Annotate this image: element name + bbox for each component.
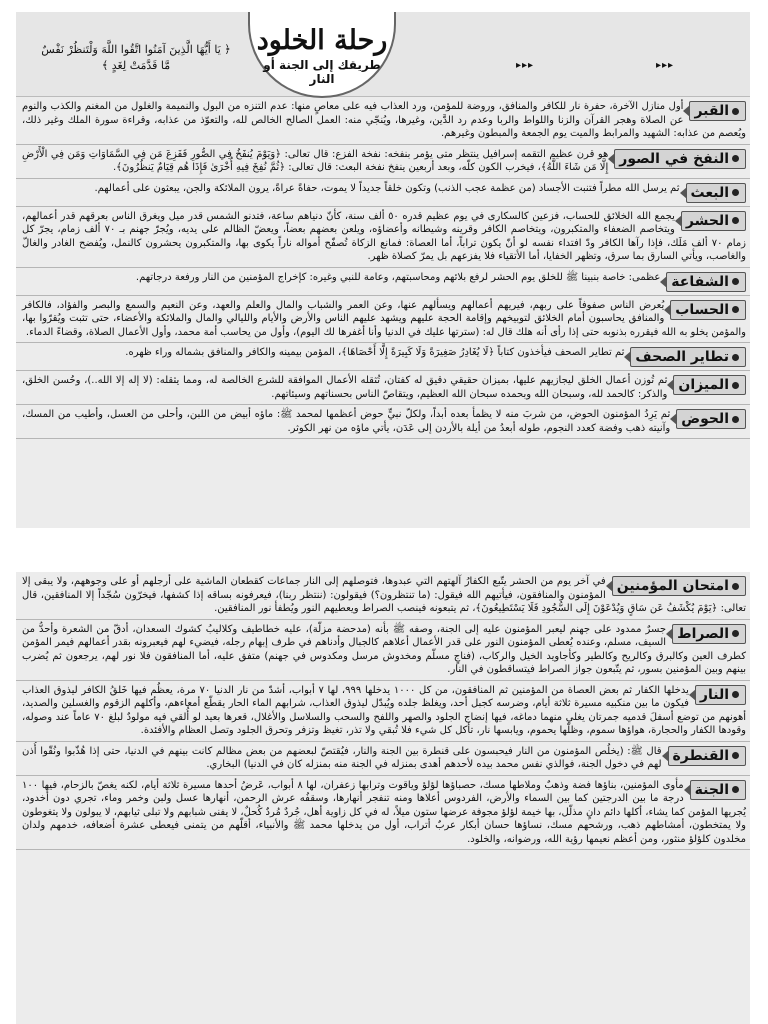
bullet-icon — [732, 306, 739, 313]
section-label — [673, 375, 746, 395]
section-text: مأوى المؤمنين، بناؤها فضة وذهبٌ وملاطها مسك، حصباؤها لؤلؤ وياقوت وترابها زعفران، لها ٨ أبواب، عَرضُ أحدها مسيرة ثلاثة أيام، لكنه يغصّ بالزحام، فيها ١٠٠ درجة ما بين الدرجتين كما بين السماء والأرض، الفردوس أعلاها ومنه تنفجر أنهارها، وسقفُه عرش الرحمن، أنهارها عسل ولبن وخمر وماء، تجري دون أخدود، يُجريها المؤمن كما يشاء، أكلها دائم دانٍ مذلّل، بها خيمة لؤلؤ مجوفة عرضها ستون ميلاً، له في كل زاوية أهل، جُردٌ مُردٌ كُحلٌ، لا يفنى شبابهم ولا تبلى ثيابهم، لا يبولون ولا يتغوطون ولا يمتخطون، أمشاطهم ذهب، ورشحهم مسك، نساؤها حسان أبكار عربٌ أتراب، أول من يدخلها محمد ﷺ والأنبياء، أقلّهم من يتمنى فيعطى عشرة أضعافه، خدمهم ولدان مخلدون كلؤلؤ منثور، ومن أعظم نعيمها رؤية الله، ورضوانه، والخلود. — [22, 779, 746, 845]
section-text: يدخلها الكفار ثم بعض العصاة من المؤمنين ثم المنافقون، من كل ١٠٠٠ يدخلها ٩٩٩، لها ٧ أبواب، أشدّ من نار الدنيا ٧٠ مرة، يعظُم فيها خَلقُ الكافر ليذوق العذاب فيكون ما بين منكبيه مسيرة ثلاثة أيام، وضرسه كجبل أحد، ويغلظ جلده ويُبدّل ليذوق العذاب، شرابهم الماء الحار يقطّع أمعاءهم، وأكلهم الزقوم والغسلين والصديد، أهونهم من توضع أسفلَ قدميه جمرتان يغلي منهما دماغه، فيها إنضاج الجلود والصهر واللفح والسحب والسلاسل والأغلال، قعرها بعيد لو أُلقي فيه مولودٌ لبلغ ٧٠ عاماً عند وصوله، وقودها الكفار والحجارة، هواؤها سموم، وظلّها يحموم، ويابسها نار، تأكل كل شيء فلا تُبقي ولا تذر، تغيظ وتزفر وتحرق الجلود وتصل العظام والأفئدة. — [22, 684, 747, 736]
section-label — [676, 409, 746, 429]
page-bottom-panel — [16, 572, 750, 1024]
bullet-icon — [732, 354, 739, 361]
section-label — [695, 685, 746, 705]
bullet-icon — [732, 630, 739, 637]
section-label — [689, 101, 746, 121]
bullet-icon — [732, 108, 739, 115]
content-section — [16, 268, 750, 296]
section-label — [614, 149, 746, 169]
section-label-text: الحوض — [681, 411, 729, 427]
content-section — [16, 572, 750, 620]
bullet-icon — [732, 189, 739, 196]
section-label — [668, 746, 746, 766]
page-subtitle: طريقك إلى الجنة أو النار — [263, 58, 381, 86]
arrow-decoration: ▸▸▸ — [656, 60, 675, 71]
content-section — [16, 207, 750, 268]
section-label-text: الحشر — [685, 212, 729, 229]
section-text: هو قرن عظيم التقمه إسرافيل ينتظر متى يؤمر بنفخه: نفخة الفزع: قال تعالى: ﴿وَيَوْمَ يُنفَخُ فِي الصُّورِ فَفَزِعَ مَن فِي السَّمَاوَاتِ وَمَن فِي الْأَرْضِ إِلَّا مَن شَاءَ اللَّهُ﴾، فيخرب الكون كلّه، وبعد أربعين ينفخ نفخة البعث: قال تعالى: ﴿ثُمَّ نُفِخَ فِيهِ أُخْرَىٰ فَإِذَا هُم قِيَامٌ يَنظُرُونَ﴾. — [22, 148, 609, 173]
section-label-text: القنطرة — [672, 747, 729, 764]
page-title: رحلة الخلود — [256, 25, 388, 56]
section-text: أول منازل الآخرة، حفرة نار للكافر والمنافق، وروضة للمؤمن، ورد العذاب فيه على معاصٍ منها: عدم التنزه من البول والنميمة والغلول من المغنم والكذب والنوم عن الصلاة وهجر القرآن والزنا واللواط والربا وعدم رد الدَّين، وغيرها، ويُنجّي منه: العمل الصالح الخالص لله، والتعوّذ من عذابه، وقراءة سورة الملك وغير ذلك، ويُعصم من عذابه: الشهيد والمرابط والميت يوم الجمعة والمبطون وغيرهم. — [22, 101, 746, 139]
bullet-icon — [732, 416, 739, 423]
section-text: يجمع الله الخلائق للحساب، فزعين كالسكارى في يوم عظيم قدره ٥٠ ألف سنة، كأنّ دنياهم ساعة، فتدنو الشمس قدر ميل ويغرق الناس بعرقهم قدر أعمالهم، ويتخاصم الضعفاء والمتكبرون، ويتخاصم الكافر وقرينه وشيطانه وأعضاؤه، ويلعن بعضهم بعضاً، ويعضّ الظالم على يديه، ويُجرّ جهنم بـ ٧٠ ألف زمام، يجرّ كل زمام ٧٠ ألف مَلَك، فإذا رآها الكافر ودّ افتداء نفسه لو أنّ يكون تراباً، أما العصاة: فمانع الزكاة تُصفّح أمواله ناراً يكوى بها، والمتكبرون يحشرون كالنمل، ويُفضح الغادر والغالّ والغاصب، ويأتي السارق بما سرق، وتظهر الخفايا، أما الأتقياء فلا يفزعهم بل يمرّ كصلاة ظهر. — [22, 210, 746, 262]
bullet-icon — [732, 583, 739, 590]
section-label — [670, 300, 746, 320]
bullet-icon — [732, 691, 739, 698]
content-section — [16, 405, 750, 439]
section-label-text: الميزان — [678, 377, 729, 393]
section-label-text: الشفاعة — [671, 273, 729, 290]
section-label-text: القبر — [694, 103, 729, 119]
sections-list-top — [16, 97, 750, 439]
section-label-text: تطاير الصحف — [635, 349, 729, 365]
section-text: عظمى: خاصة بنبينا ﷺ للخلق يوم الحشر لرفع بلائهم ومحاسبتهم، وعامة للنبي وغيره: كإخراج المؤمنين من النار ورفعة درجاتهم. — [135, 271, 661, 283]
bullet-icon — [732, 155, 739, 162]
section-label-text: الحساب — [675, 301, 729, 318]
section-text: جسرٌ ممدود على جهنم ليعبر المؤمنون عليه إلى الجنة، وصفه ﷺ بأنه (مدحضة مزلّة)، عليه خطاطيف وكلاليبُ كشوك السعدان، أدقّ من الشعرة وأحدُّ من السيف، مسلم، وعنده يُعطى المؤمنون النور على قدر الأعمال أعلاهم كالجبال وأدناهم في طرف إبهام رجله، فيضيء لهم فيعبرونه بقدر أعمالهم فيمر المؤمن كطرف العين وكالبرق وكالريح وكالطير وكأجاويد الخيل والركاب، (فناجٍ مسلّم ومخدوش مرسل ومكدوس في جهنم) متفق عليه، أما المنافقون فلا نور لهم، يرجعون ثم يُضرب بينهم وبين المؤمنين بسور، ثم يتّبعون جواز الصراط فيتساقطون في النار. — [22, 623, 746, 675]
page-top-panel — [16, 12, 750, 528]
content-section — [16, 179, 750, 207]
arrow-decoration: ▸▸▸ — [516, 60, 535, 71]
section-text: ثم يَرِدُ المؤمنون الحوض، من شربَ منه لا يظمأ بعده أبداً، ولكلّ نبيٍّ حوض أعظمها لمحمد ﷺ: ماؤه أبيض من اللبن، وأحلى من العسل، وأطيب من المسك، وآنيته ذهب وفضة كعدد النجوم، طوله أبعدُ من أيلة بالأردن إلى عَدَن، يأتي ماؤه من نهر الكوثر. — [22, 409, 671, 434]
bullet-icon — [732, 786, 739, 793]
content-section — [16, 776, 750, 851]
section-label — [612, 576, 746, 596]
section-label — [690, 780, 746, 800]
header-verse: ﴿ يَا أَيُّهَا الَّذِينَ آمَنُوا اتَّقُوا اللَّهَ وَلْتَنظُرْ نَفْسٌ مَّا قَدَّمَتْ لِغَدٍ ﴾ — [41, 43, 231, 72]
section-label-text: النار — [699, 686, 729, 703]
section-text: يُعرض الناس صفوفاً على ربهم، فيريهم أعمالهم ويسألهم عنها، وعن العمر والشباب والمال والعلم والعهد، وعن النعيم والسمع والبصر والفؤاد، فالكافر والمنافق يحاسبون أمام الخلائق لتوبيخهم وإقامة الحجة عليهم ويشهد عليهم الناس والأرض والأيام والليالي والمال والملائكة والأعضاء، حتى تثبت ويُقرّوا بها، والمؤمن يخلو به الله فيقرره بذنوبه حتى إذا رأى أنه هلك قال له: (سترتها عليك في الدنيا وأنا أغفرها لك اليوم)، وأول من يحاسب أمة محمد، وأول الأعمال الصلاة، وقضاءً الدماء. — [22, 299, 746, 338]
content-section — [16, 681, 750, 742]
section-label-text: البعث — [690, 184, 729, 201]
section-text: ثم تطاير الصحف فيأخذون كتاباً ﴿لَا يُغَادِرُ صَغِيرَةً وَلَا كَبِيرَةً إِلَّا أَحْصَاهَا﴾، المؤمن بيمينه والكافر والمنافق بشماله وراء ظهره. — [125, 347, 625, 358]
title-badge — [248, 12, 396, 98]
section-label — [666, 272, 746, 292]
content-section — [16, 371, 750, 405]
content-section — [16, 343, 750, 371]
content-section — [16, 296, 750, 344]
bullet-icon — [732, 278, 739, 285]
section-text: قال ﷺ: (يخلُص المؤمنون من النار فيحبسون على قنطرة بين الجنة والنار، فيُقتصّ لبعضهم من بعض مظالم كانت بينهم في الدنيا، حتى إذا هُذّبوا ونُقّوا أُذن لهم في دخول الجنة، فوالذي نفس محمد بيده لأحدهم أهدى بمنزله في الجنة منه بمنزله كان في الدنيا) البخاري. — [22, 745, 662, 770]
section-label-text: امتحان المؤمنين — [616, 578, 729, 594]
section-label — [630, 347, 746, 367]
content-section — [16, 620, 750, 681]
bullet-icon — [732, 752, 739, 759]
section-label — [686, 183, 747, 203]
section-label-text: الجنة — [694, 781, 729, 798]
sections-list-bottom — [16, 572, 750, 850]
section-label — [681, 211, 746, 231]
section-text: ثم تُوزن أعمال الخلق ليجازيهم عليها، بميزان حقيقي دقيق له كفتان، تُثقله الأعمال الموافقة للشرع الخالصة له، ومما يثقله: (لا إله إلا الله..)، وحُسن الخلق، والذكر: كالحمد لله، وسبحان الله وبحمده سبحان الله العظيم، ويتقاصّ الناس بحسناتهم وسيئاتهم. — [22, 375, 668, 400]
header-banner — [16, 12, 750, 97]
content-section — [16, 742, 750, 776]
bullet-icon — [732, 382, 739, 389]
content-section — [16, 97, 750, 145]
section-text: في آخر يوم من الحشر يتّبع الكفارُ آلهتهم التي عبدوها، فتوصلهم إلى النار جماعات كقطعان الماشية على أرجلهم أو على وجوههم، ولا يبقى إلا المؤمنون والمنافقون، فيأتيهم الله فيقول: (ما تنتظرون؟) فيقولون: (ننتظر ربنا)، فيعرفونه بساقه إذا كشفها، فيخرّون سُجّداً إلا المنافقين، قال تعالى: ﴿يَوْمَ يُكْشَفُ عَن سَاقٍ وَيُدْعَوْنَ إِلَى السُّجُودِ فَلَا يَسْتَطِيعُونَ﴾، ثم يتبعونه فينصب الصراط ويعطيهم النور ويُطفأ نور المنافقين. — [22, 576, 746, 614]
content-section — [16, 145, 750, 179]
bullet-icon — [732, 217, 739, 224]
section-label-text: الصراط — [677, 625, 729, 642]
section-label — [672, 624, 746, 644]
section-label-text: النفخ في الصور — [619, 150, 729, 167]
section-text: ثم يرسل الله مطراً فتنبت الأجساد (من عظمة عجب الذنب) وتكون خلقاً جديداً لا يموت، حفاةً عراةً، يرون الملائكة والجن، يبعثون على أعمالهم. — [94, 182, 680, 194]
